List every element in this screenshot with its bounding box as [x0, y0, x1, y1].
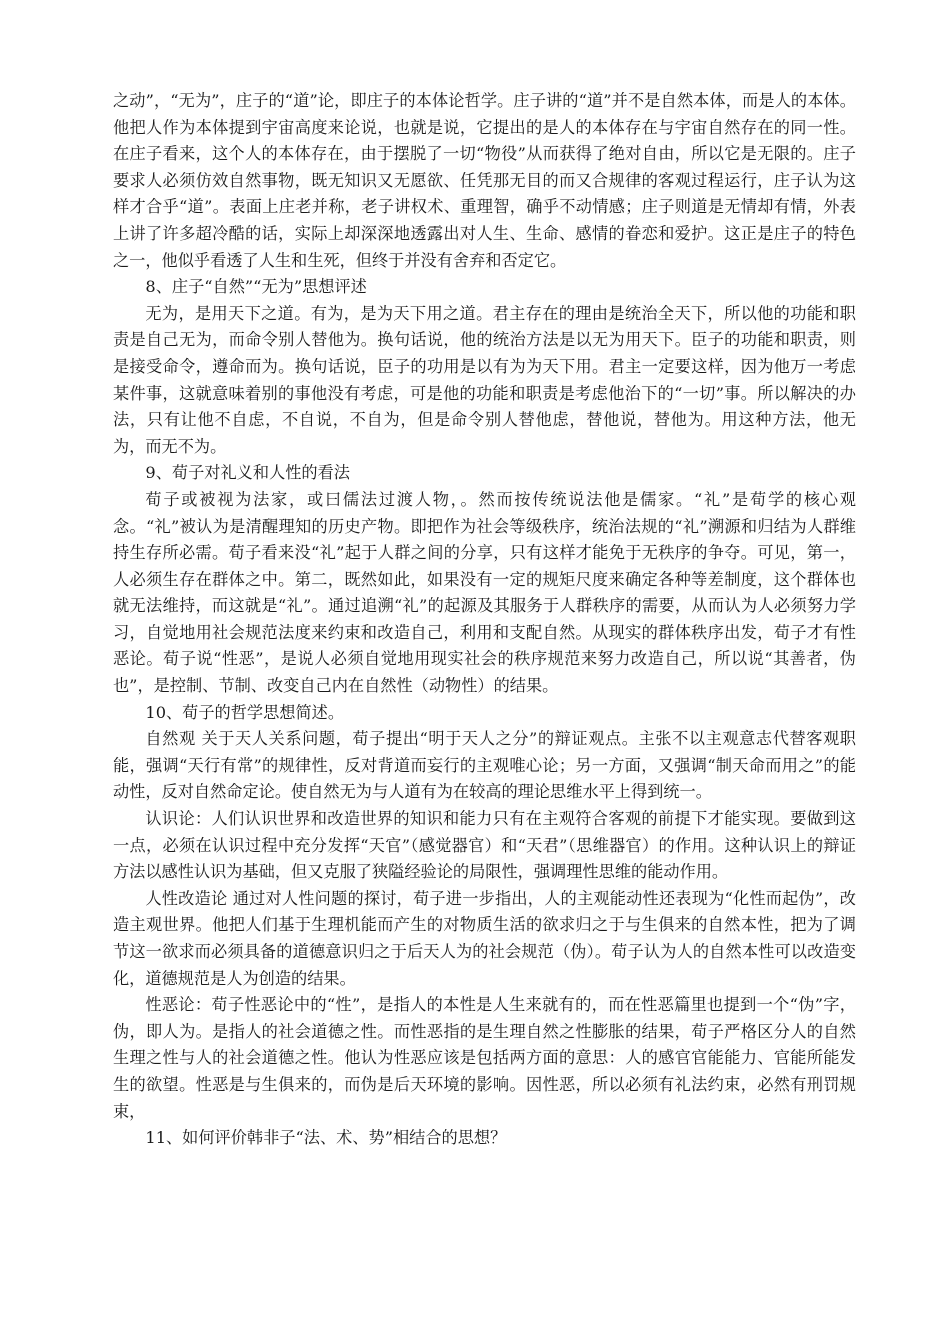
paragraph-human-nature-reform: 人性改造论 通过对人性问题的探讨，荀子进一步指出，人的主观能动性还表现为“化性而起伪”，改造主观世界。他把人们基于生理机能而产生的对物质生活的欲求归之于与生俱来的自然本性，把为了调节这一欲求而必须具备的道德意识归之于后天人为的社会规范（伪）。荀子认为人的自然本性可以改造变化，道德规范是人为创造的结果。	[113, 888, 856, 988]
section-heading-8: 8、庄子“自然”“无为”思想评述	[145, 277, 367, 297]
paragraph-evil-nature: 性恶论：荀子性恶论中的“性”，是指人的本性是人生来就有的，而在性恶篇里也提到一个“伪”字，伪，即人为。是指人的社会道德之性。而性恶指的是生理自然之性膨胀的结果，荀子严格区分人的自然生理之性与人的社会道德之性。他认为性恶应该是包括两方面的意思：人的感官官能能力、官能所能发生的欲望。性恶是与生俱来的，而伪是后天环境的影响。因性恶，所以必须有礼法约束，必然有刑罚规束，	[113, 995, 856, 1121]
paragraph-zhuangzi-dao-continued: 之动”，“无为”，庄子的“道”论，即庄子的本体论哲学。庄子讲的“道”并不是自然本体，而是人的本体。他把人作为本体提到宇宙高度来论说，也就是说，它提出的是人的本体存在与宇宙自然存在的同一性。在庄子看来，这个人的本体存在，由于摆脱了一切“物役”从而获得了绝对自由，所以它是无限的。庄子要求人必须仿效自然事物，既无知识又无愿欲、任凭那无目的而又合规律的客观过程运行，庄子认为这样才合乎“道”。表面上庄老并称，老子讲权术、重理智，确乎不动情感；庄子则道是无情却有情，外表上讲了许多超冷酷的话，实际上却深深地透露出对人生、生命、感情的眷恋和爱护。这正是庄子的特色之一，他似乎看透了人生和生死，但终于并没有舍弃和否定它。	[113, 91, 856, 270]
section-heading-9: 9、荀子对礼义和人性的看法	[145, 463, 350, 483]
section-heading-10: 10、荀子的哲学思想简述。	[145, 702, 345, 722]
document-page	[113, 88, 856, 1152]
paragraph-nature-view: 自然观 关于天人关系问题，荀子提出“明于天人之分”的辩证观点。主张不以主观意志代替客观职能，强调“天行有常”的规律性，反对背道而妄行的主观唯心论；另一方面，又强调“制天命而用之”的能动性，反对自然命定论。使自然无为与人道有为在较高的理论思维水平上得到统一。	[113, 729, 856, 802]
section-heading-11: 11、如何评价韩非子“法、术、势”相结合的思想？	[145, 1128, 507, 1148]
paragraph-epistemology: 认识论：人们认识世界和改造世界的知识和能力只有在主观符合客观的前提下才能实现。要做到这一点，必须在认识过程中充分发挥“天官”（感觉器官）和“天君”（思维器官）的作用。这种认识上的辩证方法以感性认识为基础，但又克服了狭隘经验论的局限性，强调理性思维的能动作用。	[113, 809, 856, 882]
paragraph-wuwei: 无为，是用天下之道。有为，是为天下用之道。君主存在的理由是统治全天下，所以他的功能和职责是自己无为，而命令别人替他为。换句话说，他的统治方法是以无为用天下。臣子的功能和职责，则是接受命令，遵命而为。换句话说，臣子的功用是以有为为天下用。君主一定要这样，因为他万一考虑某件事，这就意味着别的事他没有考虑，可是他的功能和职责是考虑他治下的“一切”事。所以解决的办法，只有让他不自虑，不自说，不自为，但是命令别人替他虑，替他说，替他为。用这种方法，他无为，而无不为。	[113, 303, 856, 456]
paragraph-xunzi-li: 荀子或被视为法家，或曰儒法过渡人物，。然而按传统说法他是儒家。“礼”是荀学的核心观念。“礼”被认为是清醒理知的历史产物。即把作为社会等级秩序，统治法规的“礼”溯源和归结为人群维持生存所必需。荀子看来没“礼”起于人群之间的分享，只有这样才能免于无秩序的争夺。可见，第一，人必须生存在群体之中。第二，既然如此，如果没有一定的规矩尺度来确定各种等差制度，这个群体也就无法维持，而这就是“礼”。通过追溯“礼”的起源及其服务于人群秩序的需要，从而认为人必须努力学习，自觉地用社会规范法度来约束和改造自己，利用和支配自然。从现实的群体秩序出发，荀子才有性恶论。荀子说“性恶”，是说人必须自觉地用现实社会的秩序规范来努力改造自己，所以说“其善者，伪也”，是控制、节制、改变自己内在自然性（动物性）的结果。	[113, 489, 856, 696]
